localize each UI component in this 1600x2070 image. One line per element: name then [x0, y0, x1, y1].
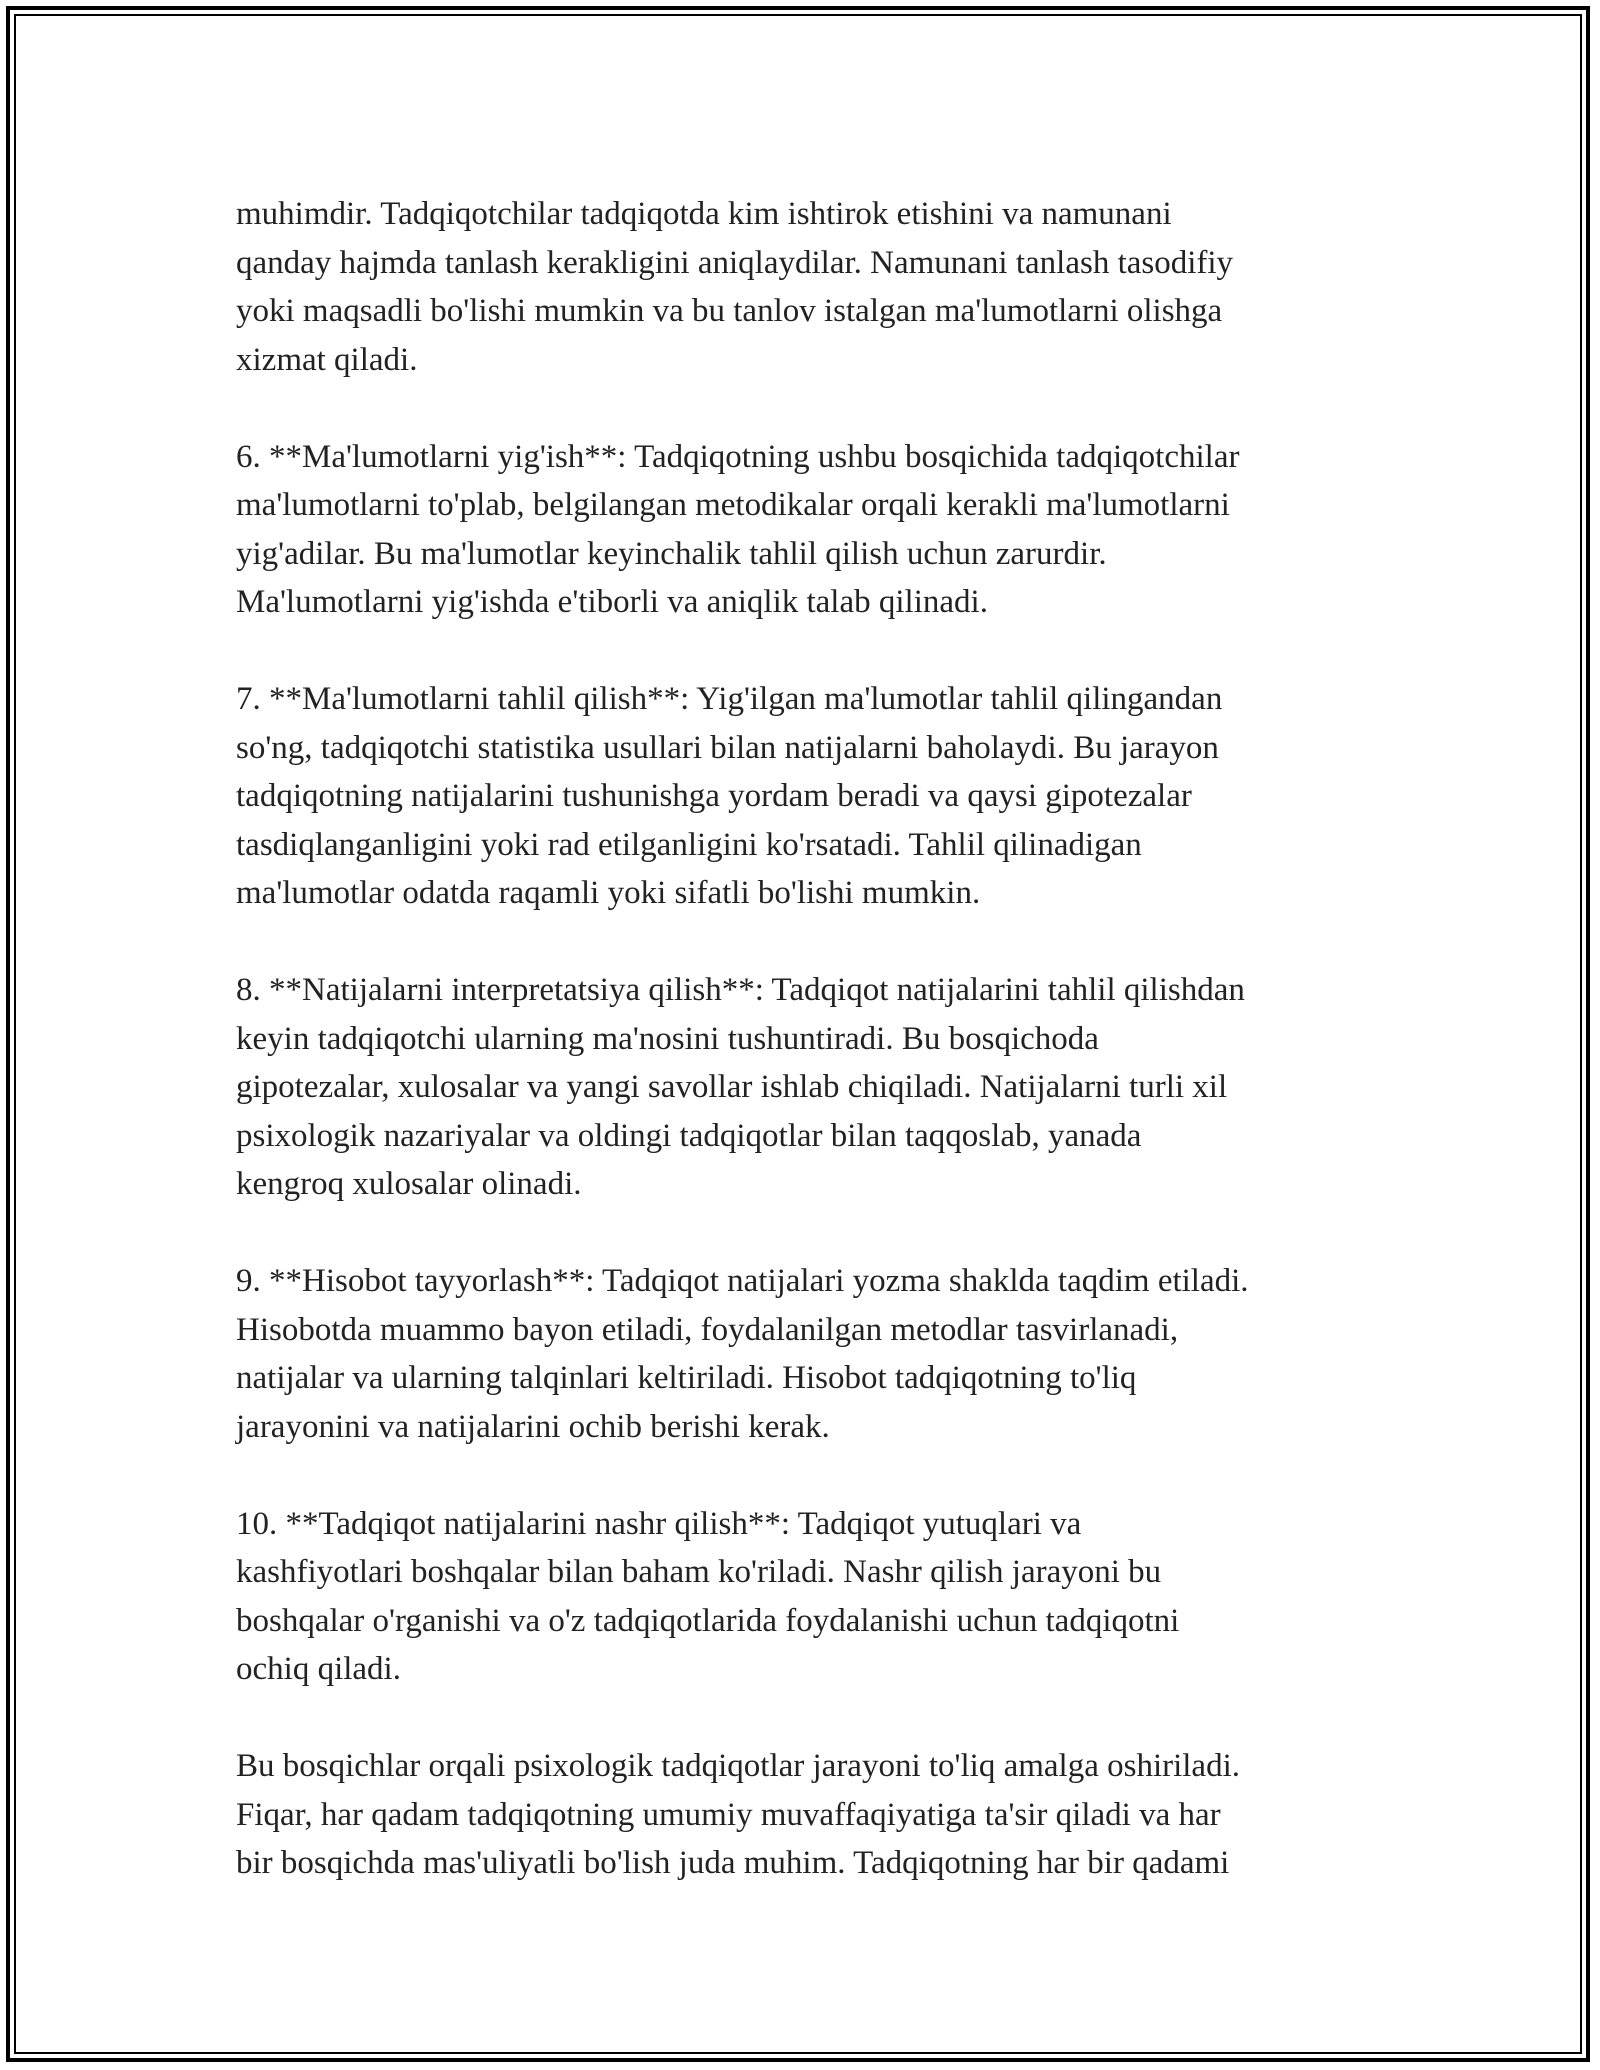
- paragraph-step-9: [236, 1257, 1386, 1451]
- text-line: 8. **Natijalarni interpretatsiya qilish**: Tadqiqot natijalarini tahlil qilishdan: [236, 972, 1245, 1008]
- paragraph-conclusion: [236, 1742, 1386, 1888]
- text-line: 9. **Hisobot tayyorlash**: Tadqiqot natijalari yozma shaklda taqdim etiladi.: [236, 1263, 1249, 1299]
- document-body: [236, 190, 1386, 1936]
- text-line: natijalar va ularning talqinlari keltiriladi. Hisobot tadqiqotning to'liq: [236, 1360, 1137, 1396]
- text-line: tasdiqlanganligini yoki rad etilganligini ko'rsatadi. Tahlil qilinadigan: [236, 826, 1142, 863]
- text-line: ma'lumotlar odatda raqamli yoki sifatli bo'lishi mumkin.: [236, 875, 981, 911]
- text-line: kengroq xulosalar olinadi.: [236, 1166, 582, 1202]
- text-line: Hisobotda muammo bayon etiladi, foydalanilgan metodlar tasvirlanadi,: [236, 1311, 1179, 1348]
- paragraph-step-6: [236, 433, 1386, 627]
- text-line: jarayonini va natijalarini ochib berishi kerak.: [236, 1408, 830, 1445]
- text-line: tadqiqotning natijalarini tushunishga yordam beradi va qaysi gipotezalar: [236, 778, 1192, 814]
- text-line: muhimdir. Tadqiqotchilar tadqiqotda kim ishtirok etishini va namunani: [236, 196, 1172, 232]
- text-line: Bu bosqichlar orqali psixologik tadqiqotlar jarayoni to'liq amalga oshiriladi.: [236, 1748, 1241, 1784]
- text-line: yoki maqsadli bo'lishi mumkin va bu tanlov istalgan ma'lumotlarni olishga: [236, 293, 1223, 329]
- text-line: Fiqar, har qadam tadqiqotning umumiy muvaffaqiyatiga ta'sir qiladi va har: [236, 1796, 1221, 1833]
- text-line: kashfiyotlari boshqalar bilan baham ko'riladi. Nashr qilish jarayoni bu: [236, 1554, 1162, 1590]
- text-line: bir bosqichda mas'uliyatli bo'lish juda muhim. Tadqiqotning har bir qadami: [236, 1845, 1230, 1881]
- text-line: so'ng, tadqiqotchi statistika usullari bilan natijalarni baholaydi. Bu jarayon: [236, 729, 1219, 766]
- text-line: qanday hajmda tanlash kerakligini aniqlaydilar. Namunani tanlash tasodifiy: [236, 244, 1234, 281]
- text-line: boshqalar o'rganishi va o'z tadqiqotlarida foydalanishi uchun tadqiqotni: [236, 1602, 1180, 1639]
- text-line: keyin tadqiqotchi ularning ma'nosini tushuntiradi. Bu bosqichoda: [236, 1020, 1099, 1057]
- text-line: ma'lumotlarni to'plab, belgilangan metodikalar orqali kerakli ma'lumotlarni: [236, 487, 1230, 523]
- paragraph-step-7: [236, 675, 1386, 918]
- paragraph-sampling-continued: [236, 190, 1386, 384]
- text-line: 7. **Ma'lumotlarni tahlil qilish**: Yig'ilgan ma'lumotlar tahlil qilingandan: [236, 681, 1223, 717]
- paragraph-step-10: [236, 1500, 1386, 1694]
- text-line: psixologik nazariyalar va oldingi tadqiqotlar bilan taqqoslab, yanada: [236, 1117, 1142, 1154]
- text-line: 6. **Ma'lumotlarni yig'ish**: Tadqiqotning ushbu bosqichida tadqiqotchilar: [236, 438, 1240, 475]
- text-line: xizmat qiladi.: [236, 341, 418, 378]
- paragraph-step-8: [236, 966, 1386, 1209]
- text-line: gipotezalar, xulosalar va yangi savollar ishlab chiqiladi. Natijalarni turli xil: [236, 1069, 1228, 1105]
- text-line: yig'adilar. Bu ma'lumotlar keyinchalik tahlil qilish uchun zarurdir.: [236, 535, 1107, 572]
- text-line: 10. **Tadqiqot natijalarini nashr qilish**: Tadqiqot yutuqlari va: [236, 1505, 1082, 1542]
- text-line: ochiq qiladi.: [236, 1651, 401, 1687]
- text-line: Ma'lumotlarni yig'ishda e'tiborli va aniqlik talab qilinadi.: [236, 584, 988, 620]
